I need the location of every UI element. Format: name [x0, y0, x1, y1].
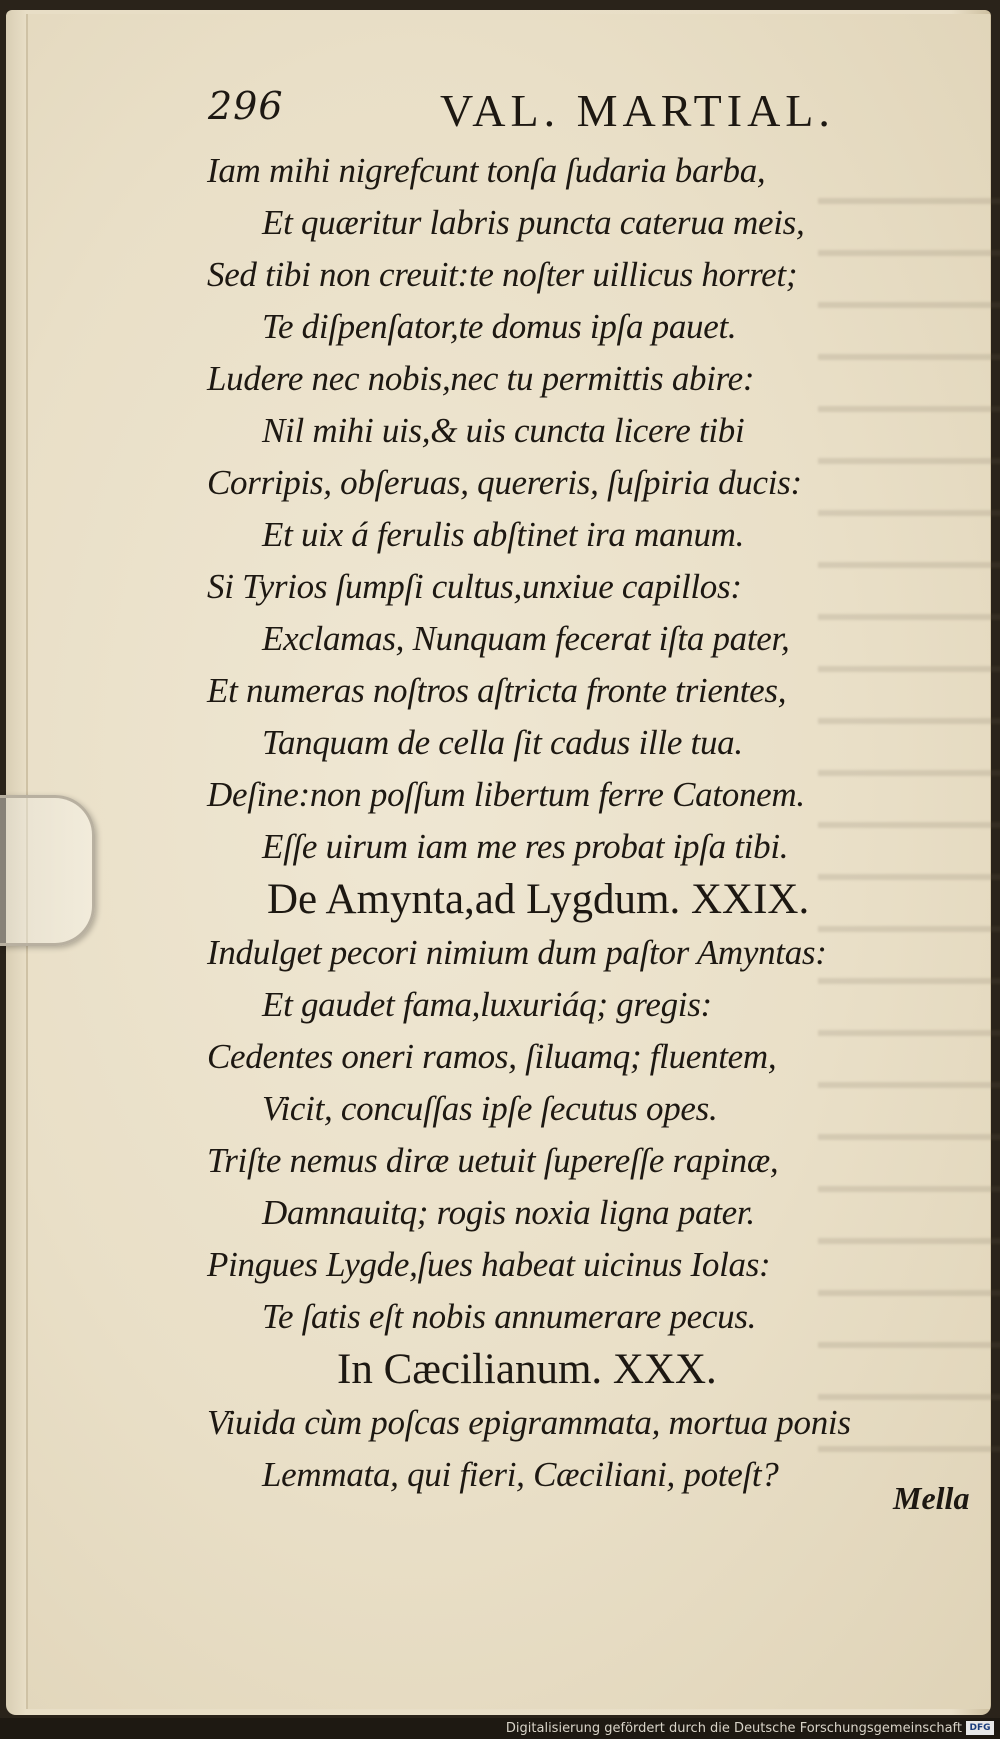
verse-line: Deſine:non poſſum libertum ferre Catonem. [207, 775, 805, 814]
verse-line: Viuida cùm poſcas epigrammata, mortua ponis [207, 1403, 851, 1442]
dfg-logo: DFG [966, 1721, 994, 1735]
verse-line: Iam mihi nigrefcunt tonſa ſudaria barba, [207, 151, 766, 190]
verse-line: Et quæritur labris puncta caterua meis, [262, 203, 805, 242]
epigram-title: In Cæcilianum. XXX. [337, 1346, 717, 1393]
verse-line: Ludere nec nobis,nec tu permittis abire: [207, 359, 755, 398]
running-title: VAL. MARTIAL. [440, 85, 835, 136]
verse-line: Si Tyrios ſumpſi cultus,unxiue capillos: [207, 567, 742, 606]
verse-line: Sed tibi non creuit:te noſter uillicus horret; [207, 255, 798, 294]
verse-line: Lemmata, qui fieri, Cæciliani, poteſt? [262, 1455, 779, 1494]
poem-text-block [207, 145, 967, 1501]
verse-line: Cedentes oneri ramos, ſiluamq; fluentem, [207, 1037, 777, 1076]
verse-line: Et uix á ferulis abſtinet ira manum. [262, 515, 745, 554]
verse-line: Triſte nemus diræ uetuit ſupereſſe rapinæ, [207, 1141, 779, 1180]
verse-line: Nil mihi uis,& uis cuncta licere tibi [262, 411, 745, 450]
digitization-credit: Digitalisierung gefördert durch die Deutsche Forschungsgemeinschaft [505, 1721, 962, 1736]
verse-line: Te diſpenſator,te domus ipſa pauet. [262, 307, 737, 346]
verse-line: Eſſe uirum iam me res probat ipſa tibi. [262, 827, 789, 866]
verse-line: Pingues Lygde,ſues habeat uicinus Iolas: [207, 1245, 771, 1284]
verse-line: Te ſatis eſt nobis annumerare pecus. [262, 1297, 757, 1336]
verse-line: Indulget pecori nimium dum paſtor Amyntas: [207, 933, 827, 972]
page-number: 296 [208, 84, 284, 128]
verse-line: Exclamas, Nunquam fecerat iſta pater, [262, 619, 790, 658]
epigram-title: De Amynta,ad Lygdum. XXIX. [267, 876, 810, 923]
verse-line: Tanquam de cella ſit cadus ille tua. [262, 723, 743, 762]
verse-line: Damnauitq; rogis noxia ligna pater. [262, 1193, 755, 1232]
verse-line: Corripis, obſeruas, quereris, ſuſpiria ducis: [207, 463, 802, 502]
page-clip [0, 795, 95, 946]
verse-line: Et numeras noſtros aſtricta fronte trientes, [207, 671, 787, 710]
verse-line: Vicit, concuſſas ipſe ſecutus opes. [262, 1089, 718, 1128]
catchword: Mella [893, 1480, 970, 1516]
page-header [208, 84, 858, 144]
verse-line: Et gaudet fama,luxuriáq; gregis: [262, 985, 712, 1024]
